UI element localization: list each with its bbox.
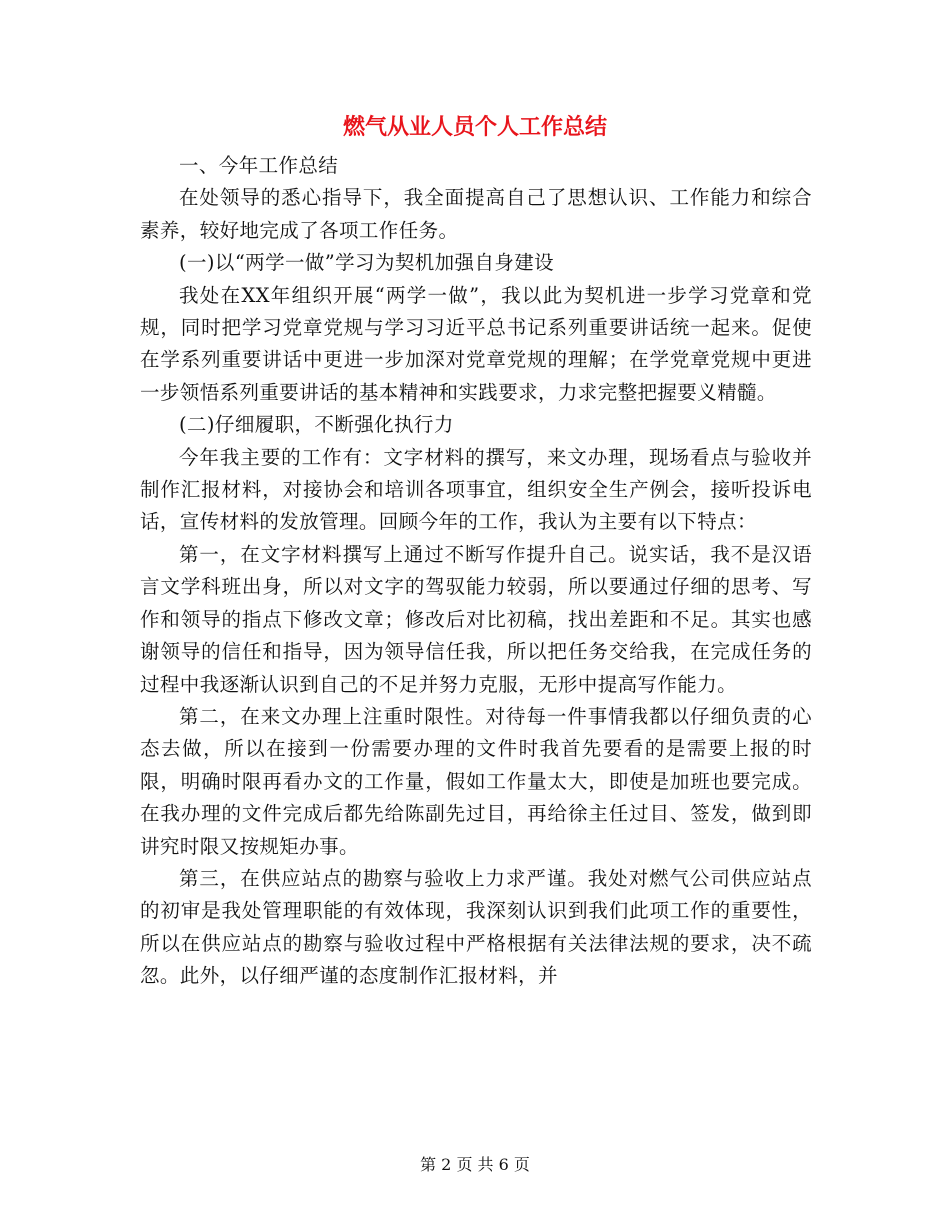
document-title: 燃气从业人员个人工作总结 [342, 114, 607, 140]
subsection-heading-study: (一)以“两学一做”学习为契机加强自身建设 [179, 251, 555, 275]
page-number-footer: 第 2 页 共 6 页 [420, 1155, 530, 1174]
body-paragraph: 今年我主要的工作有：文字材料的撰写，来文办理，现场看点与验收并制作汇报材料，对接协会和培训各项事宜，组织安全生产例会，接听投诉电话，宣传材料的发放管理。回顾今年的工作，我认为主要有以下特点： [140, 445, 812, 534]
body-paragraph: 我处在XX年组织开展“两学一做”，我以此为契机进一步学习党章和党规，同时把学习党章党规与学习习近平总书记系列重要讲话统一起来。促使在学系列重要讲话中更进一步加深对党章党规的理解；在学党章党规中更进一步领悟系列重要讲话的基本精神和实践要求，力求完整把握要义精髓。 [140, 283, 812, 404]
section-heading-summary: 一、今年工作总结 [179, 154, 339, 177]
subsection-heading-duty: (二)仔细履职，不断强化执行力 [179, 413, 454, 437]
body-paragraph: 在处领导的悉心指导下，我全面提高自己了思想认识、工作能力和综合素养，较好地完成了各项工作任务。 [140, 186, 812, 242]
document-body [140, 150, 812, 993]
body-paragraph: 第二，在来文办理上注重时限性。对待每一件事情我都以仔细负责的心态去做，所以在接到一份需要办理的文件时我首先要看的是需要上报的时限，明确时限再看办文的工作量，假如工作量太大，即使是加班也要完成。在我办理的文件完成后都先给陈副先过目，再给徐主任过目、签发，做到即讲究时限又按规矩办事。 [140, 704, 812, 858]
body-paragraph: 第一，在文字材料撰写上通过不断写作提升自己。说实话，我不是汉语言文学科班出身，所以对文字的驾驭能力较弱，所以要通过仔细的思考、写作和领导的指点下修改文章；修改后对比初稿，找出差距和不足。其实也感谢领导的信任和指导，因为领导信任我，所以把任务交给我，在完成任务的过程中我逐渐认识到自己的不足并努力克服，无形中提高写作能力。 [140, 542, 812, 696]
body-paragraph: 第三，在供应站点的勘察与验收上力求严谨。我处对燃气公司供应站点的初审是我处管理职能的有效体现，我深刻认识到我们此项工作的重要性，所以在供应站点的勘察与验收过程中严格根据有关法律法规的要求，决不疏忽。此外，以仔细严谨的态度制作汇报材料，并 [140, 866, 812, 988]
